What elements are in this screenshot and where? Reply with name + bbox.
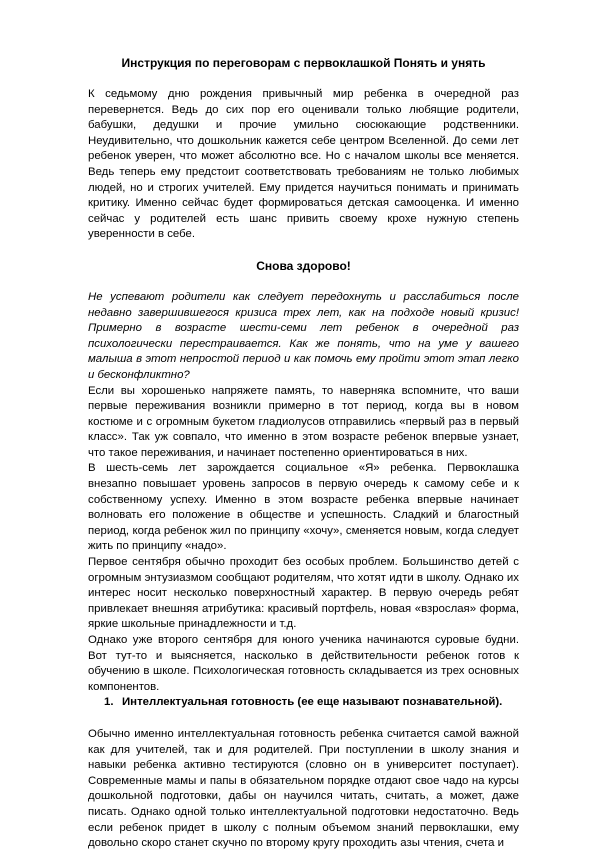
document-page [88, 56, 519, 852]
body-paragraph: Однако уже второго сентября для юного ученика начинаются суровые будни. Вот тут-то и выясняется, насколько в действительности ребенок готов к обучению в школе. Психологическая готовность складывается из трех основных компонентов. [88, 634, 519, 693]
closing-paragraph: Обычно именно интеллектуальная готовность ребенка считается самой важной как для учителей, так и для родителей. При поступлении в школу знания и навыки ребенка активно тестируются (словно он в университет поступает). Современные мамы и папы в обязательном порядке отдают свое чадо на курсы дошкольной подготовки, дабы он научился читать, считать, а может, даже писать. Однако одной только интеллектуальной подготовки недостаточно. Ведь если ребенок придет в школу с полным объемом знаний первоклашки, ему довольно скоро станет скучно по второму кругу проходить азы чтения, счета и [88, 727, 519, 850]
numbered-list [88, 695, 519, 711]
body-paragraph: Если вы хорошенько напряжете память, то наверняка вспомните, что ваши первые переживания возникли примерно в тот период, когда вы в новом костюме и с огромным букетом гладиолусов отправились «первый раз в первый класс». Так уж совпало, что именно в этом возрасте ребенок впервые узнает, что такое переживания, и начинает постепенно ориентироваться в них. [88, 384, 519, 459]
list-item-text: Интеллектуальная готовность (ее еще называют познавательной). [122, 696, 503, 709]
body-paragraph: Первое сентября обычно проходит без особых проблем. Большинство детей с огромным энтузиазмом сообщают родителям, что хотят идти в школу. Однако их интерес носит несколько поверхностный характер. В первую очередь ребят привлекает внешняя атрибутика: красивый портфель, новая «взрослая» форма, яркие школьные принадлежности и т.д. [88, 556, 519, 631]
body-paragraph: В шесть-семь лет зарождается социальное «Я» ребенка. Первоклашка внезапно повышает уровень запросов в первую очередь к самому себе и к собственному успеху. Именно в этом возрасте ребенка впервые начинает волновать его положение в обществе и успешность. Сладкий и благостный период, когда ребенок жил по принципу «хочу», сменяется новым, когда следует жить по принципу «надо». [88, 462, 519, 553]
section-heading: Снова здорово! [256, 258, 351, 273]
italic-lead-paragraph: Не успевают родители как следует передохнуть и расслабиться после недавно завершившегося кризиса трех лет, как на подходе новый кризис! Примерно в возрасте шести-семи лет ребенок в очередной раз психологически перестраивается. Как же понять, что на уме у вашего малыша в этот непростой период и как помочь ему пройти этот этап легко и бесконфликтно? [88, 290, 519, 381]
list-item-number: 1. [104, 696, 114, 709]
intro-paragraph: К седьмому дню рождения привычный мир ребенка в очередной раз перевернется. Ведь до сих пор его оценивали только любящие родители, бабушки, дедушки и прочие умильно сюсюкающие родственники. Неудивительно, что дошкольник кажется себе центром Вселенной. До семи лет ребенок уверен, что может абсолютно все. Но с началом школы все меняется. Ведь теперь ему предстоит соответствовать требованиям не только любимых людей, но и строгих учителей. Ему придется научиться понимать и принимать критику. Именно сейчас будет формироваться детская самооценка. И именно сейчас у родителей есть шанс привить своему крохе нужную степень уверенности в себе. [88, 88, 519, 241]
document-title: Инструкция по переговорам с первоклашкой Понять и унять [121, 56, 486, 70]
list-item [88, 695, 519, 711]
